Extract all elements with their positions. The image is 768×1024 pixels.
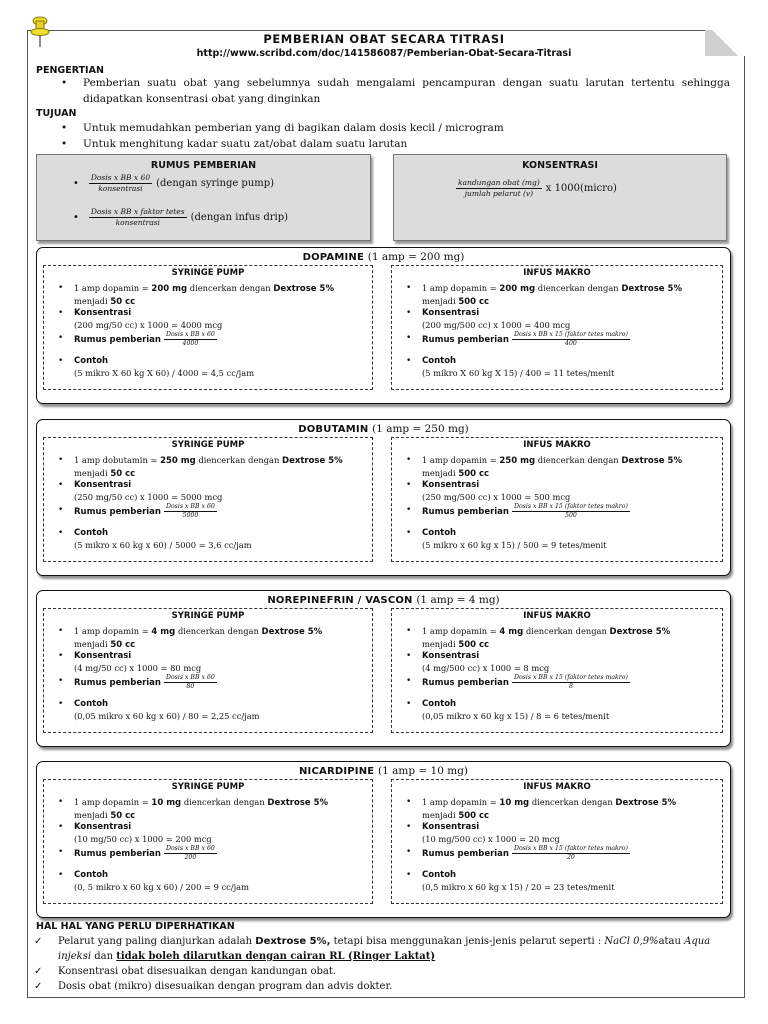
contoh-line: • Contoh (0,05 mikro x 60 kg x 15) / 8 = 6 tetes/menit [406, 699, 610, 721]
konsentrasi-line: • Konsentrasi (200 mg/500 cc) x 1000 = 400 mcg [406, 308, 571, 330]
bullet: • [406, 626, 412, 636]
bullet: • [58, 333, 64, 343]
bullet: • [61, 138, 68, 150]
pengertian-heading: PENGERTIAN [36, 65, 104, 76]
formula-syringe: • $\frac{\text{Dosis x BB x 60}}{\text{konsentrasi}}$ (dengan syringe pump) [73, 173, 275, 193]
bullet: • [58, 822, 64, 832]
column-heading: SYRINGE PUMP [171, 268, 245, 278]
konsentrasi-line: • Konsentrasi (4 mg/500 cc) x 1000 = 8 mcg [406, 651, 550, 673]
contoh-line: • Contoh (5 mikro X 60 kg X 15) / 400 = 11 tetes/menit [406, 356, 615, 378]
bullet: • [61, 122, 68, 134]
infus-column [391, 608, 723, 733]
formula-fraction: $\frac{\text{Dosis x BB x faktor tetes}}{\text{konsentrasi}}$ [90, 207, 185, 227]
formula-fraction: $\frac{\text{Dosis x BB x 60}}{\text{konsentrasi}}$ [90, 173, 151, 193]
konsentrasi-line: • Konsentrasi (4 mg/50 cc) x 1000 = 80 mcg [58, 651, 202, 673]
bullet: • [406, 283, 412, 293]
ampoule-line: • 1 amp dopamin = 250 mg diencerkan dengan Dextrose 5% menjadi 500 cc [406, 455, 682, 479]
drug-title: DOBUTAMIN (1 amp = 250 mg) [298, 423, 469, 435]
note-item: ✓ Konsentrasi obat disesuaikan dengan kandungan obat. [34, 966, 337, 977]
rumus-line: • Rumus pemberian $\frac{\text{Dosis x BB x 60}}{200}$ [58, 845, 215, 862]
bullet: • [406, 480, 412, 490]
drug-section [36, 590, 731, 747]
column-heading: SYRINGE PUMP [171, 611, 245, 621]
bullet: • [58, 699, 64, 709]
rumus-line: • Rumus pemberian $\frac{\text{Dosis x BB x 60}}{4000}$ [58, 331, 215, 348]
contoh-line: • Contoh (5 mikro X 60 kg X 60) / 4000 = 4,5 cc/jam [58, 356, 255, 378]
bullet: • [406, 847, 412, 857]
bullet: • [58, 283, 64, 293]
konsentrasi-line: • Konsentrasi (200 mg/50 cc) x 1000 = 4000 mcg [58, 308, 223, 330]
bullet: • [58, 626, 64, 636]
notes-heading: HAL HAL YANG PERLU DIPERHATIKAN [36, 921, 235, 932]
konsentrasi-line: • Konsentrasi (250 mg/500 cc) x 1000 = 500 mcg [406, 480, 571, 502]
ampoule-line: • 1 amp dopamin = 10 mg diencerkan dengan Dextrose 5% menjadi 500 cc [406, 797, 677, 821]
rumus-line: • Rumus pemberian $\frac{\text{Dosis x BB x 15 (faktor tetes makro)}}{400}$ [406, 331, 628, 348]
konsentrasi-line: • Konsentrasi (10 mg/500 cc) x 1000 = 20 mcg [406, 822, 560, 844]
syringe-column [43, 265, 373, 390]
note-item: ✓ Dosis obat (mikro) disesuaikan dengan program dan advis dokter. [34, 981, 393, 992]
bullet: • [58, 505, 64, 515]
contoh-line: • Contoh (0,5 mikro x 60 kg x 15) / 20 = 23 tetes/menit [406, 870, 615, 892]
bullet: • [406, 822, 412, 832]
contoh-line: • Contoh (5 mikro x 60 kg x 15) / 500 = 9 tetes/menit [406, 528, 607, 550]
formula-fraction: $\frac{\text{Dosis x BB x 60}}{200}$ [165, 845, 215, 862]
ampoule-line: • 1 amp dopamin = 10 mg diencerkan dengan Dextrose 5% menjadi 50 cc [58, 797, 329, 821]
contoh-line: • Contoh (0,05 mikro x 60 kg x 60) / 80 = 2,25 cc/jam [58, 699, 260, 721]
infus-column [391, 265, 723, 390]
bullet: • [58, 528, 64, 538]
bullet: • [58, 676, 64, 686]
bullet: • [58, 455, 64, 465]
drug-title: NOREPINEFRIN / VASCON (1 amp = 4 mg) [267, 594, 500, 606]
bullet: • [73, 177, 79, 189]
contoh-line: • Contoh (5 mikro x 60 kg x 60) / 5000 = 3,6 cc/jam [58, 528, 252, 550]
contoh-line: • Contoh (0, 5 mikro x 60 kg x 60) / 200 = 9 cc/jam [58, 870, 249, 892]
source-url: http://www.scribd.com/doc/141586087/Pemberian-Obat-Secara-Titrasi [196, 48, 572, 59]
bullet: • [58, 356, 64, 366]
ampoule-line: • 1 amp dobutamin = 250 mg diencerkan dengan Dextrose 5% menjadi 50 cc [58, 455, 343, 479]
document-title: PEMBERIAN OBAT SECARA TITRASI [263, 32, 505, 46]
column-heading: INFUS MAKRO [523, 268, 591, 278]
checkmark-icon: ✓ [34, 966, 43, 977]
formula-fraction: $\frac{\text{Dosis x BB x 15 (faktor tetes makro)}}{8}$ [513, 674, 628, 691]
drug-section [36, 761, 731, 918]
konsentrasi-title: KONSENTRASI [522, 160, 598, 171]
pengertian-text-line2: didapatkan konsentrasi obat yang dinginkan [83, 93, 321, 105]
drug-title: NICARDIPINE (1 amp = 10 mg) [298, 765, 469, 777]
tujuan-item: • Untuk memudahkan pemberian yang di bagikan dalam dosis kecil / microgram [61, 122, 504, 134]
column-heading: INFUS MAKRO [523, 611, 591, 621]
bullet: • [406, 870, 412, 880]
bullet: • [406, 356, 412, 366]
rumus-line: • Rumus pemberian $\frac{\text{Dosis x BB x 60}}{5000}$ [58, 503, 215, 520]
bullet: • [406, 455, 412, 465]
bullet: • [58, 651, 64, 661]
ampoule-line: • 1 amp dopamin = 4 mg diencerkan dengan Dextrose 5% menjadi 500 cc [406, 626, 671, 650]
bullet: • [406, 797, 412, 807]
rumus-pemberian-title: RUMUS PEMBERIAN [150, 160, 257, 171]
column-heading: INFUS MAKRO [523, 440, 591, 450]
formula-infus: • $\frac{\text{Dosis x BB x faktor tetes}}{\text{konsentrasi}}$ (dengan infus drip) [73, 207, 289, 227]
drug-title: DOPAMINE (1 amp = 200 mg) [302, 251, 465, 263]
ampoule-line: • 1 amp dopamin = 200 mg diencerkan dengan Dextrose 5% menjadi 50 cc [58, 283, 334, 307]
formula-fraction: $\frac{\text{Dosis x BB x 60}}{4000}$ [165, 331, 215, 348]
bullet: • [406, 505, 412, 515]
bullet: • [61, 77, 68, 89]
syringe-column [43, 437, 373, 562]
bullet: • [406, 676, 412, 686]
bullet: • [406, 333, 412, 343]
formula-fraction: $\frac{\text{Dosis x BB x 15 (faktor tetes makro)}}{400}$ [513, 331, 628, 348]
syringe-column [43, 779, 373, 904]
drug-section [36, 247, 731, 404]
note-item: ✓ Pelarut yang paling dianjurkan adalah Dextrose 5%, tetapi bisa menggunakan jenis-jenis pelarut seperti : NaCl 0,9%atau Aqua injeksi dan tidak boleh dilarutkan dengan cairan RL (Ringer Laktat) [34, 936, 711, 962]
bullet: • [58, 847, 64, 857]
formula-fraction: $\frac{\text{Dosis x BB x 15 (faktor tetes makro)}}{500}$ [513, 503, 628, 520]
konsentrasi-box [393, 154, 727, 241]
syringe-column [43, 608, 373, 733]
ampoule-line: • 1 amp dopamin = 4 mg diencerkan dengan Dextrose 5% menjadi 50 cc [58, 626, 323, 650]
bullet: • [406, 528, 412, 538]
bullet: • [406, 699, 412, 709]
tujuan-item: • Untuk menghitung kadar suatu zat/obat dalam suatu larutan [61, 138, 408, 150]
rumus-line: • Rumus pemberian $\frac{\text{Dosis x BB x 60}}{80}$ [58, 674, 215, 691]
bullet: • [58, 870, 64, 880]
bullet: • [58, 797, 64, 807]
ampoule-line: • 1 amp dopamin = 200 mg diencerkan dengan Dextrose 5% menjadi 500 cc [406, 283, 682, 307]
column-heading: SYRINGE PUMP [171, 782, 245, 792]
checkmark-icon: ✓ [34, 981, 43, 992]
konsentrasi-formula: $\frac{\text{kandungan obat (mg)}}{\text{jumlah pelarut (v)}}$ x 1000(micro) [458, 178, 617, 198]
pengertian-text-line1: • Pemberian suatu obat yang sebelumnya sudah mengalami pencampuran dengan suatu larutan tertentu sehingga [61, 77, 730, 89]
konsentrasi-line: • Konsentrasi (10 mg/50 cc) x 1000 = 200 mcg [58, 822, 212, 844]
formula-fraction: $\frac{\text{Dosis x BB x 15 (faktor tetes makro)}}{20}$ [513, 845, 628, 862]
infus-column [391, 437, 723, 562]
konsentrasi-line: • Konsentrasi (250 mg/50 cc) x 1000 = 5000 mcg [58, 480, 223, 502]
bullet: • [406, 651, 412, 661]
rumus-line: • Rumus pemberian $\frac{\text{Dosis x BB x 15 (faktor tetes makro)}}{20}$ [406, 845, 628, 862]
infus-column [391, 779, 723, 904]
rumus-pemberian-box [36, 154, 371, 241]
bullet: • [58, 480, 64, 490]
column-heading: SYRINGE PUMP [171, 440, 245, 450]
tujuan-heading: TUJUAN [36, 108, 77, 119]
bullet: • [58, 308, 64, 318]
formula-fraction: $\frac{\text{Dosis x BB x 60}}{5000}$ [165, 503, 215, 520]
formula-fraction: $\frac{\text{kandungan obat (mg)}}{\text{jumlah pelarut (v)}}$ [458, 178, 540, 198]
drug-section [36, 419, 731, 576]
column-heading: INFUS MAKRO [523, 782, 591, 792]
bullet: • [73, 211, 79, 223]
rumus-line: • Rumus pemberian $\frac{\text{Dosis x BB x 15 (faktor tetes makro)}}{8}$ [406, 674, 628, 691]
formula-fraction: $\frac{\text{Dosis x BB x 60}}{80}$ [165, 674, 215, 691]
bullet: • [406, 308, 412, 318]
rumus-line: • Rumus pemberian $\frac{\text{Dosis x BB x 15 (faktor tetes makro)}}{500}$ [406, 503, 628, 520]
checkmark-icon: ✓ [34, 936, 43, 947]
